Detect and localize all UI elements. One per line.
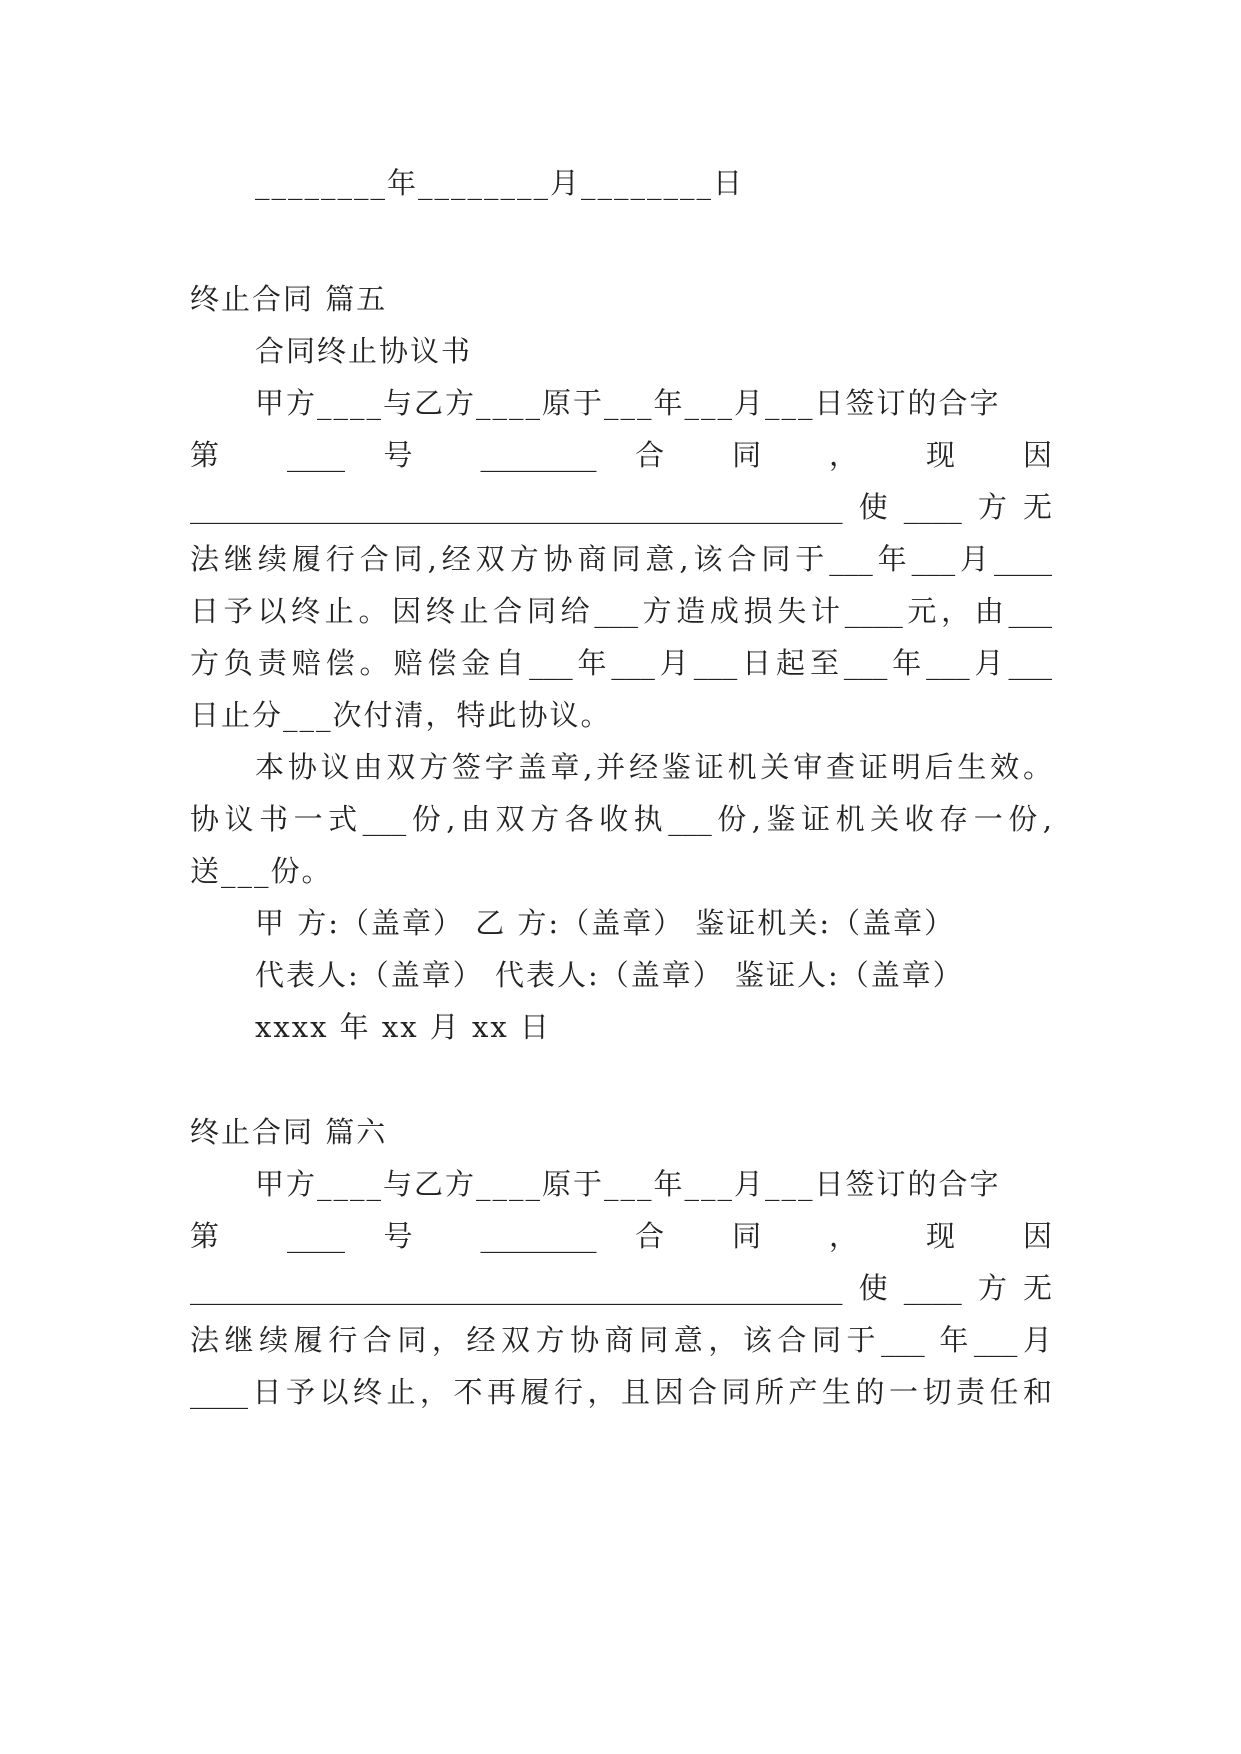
- section5-para1-line5: 日予以终止。因终止合同给___方造成损失计____元，由___: [190, 594, 1052, 628]
- section6-para1-line2: 第 ____ 号 ________ 合 同 ， 现 因: [190, 1219, 1052, 1253]
- section5-para1-line7: 日止分___次付清，特此协议。: [190, 698, 612, 732]
- section5-para1-line2: 第 ____ 号 ________ 合 同 ， 现 因: [190, 438, 1052, 472]
- section5-para1-line4: 法继续履行合同,经双方协商同意,该合同于___年___月____: [190, 542, 1052, 576]
- section6-heading: 终止合同 篇六: [190, 1115, 388, 1149]
- section5-subtitle: 合同终止协议书: [255, 334, 473, 368]
- signature-line-1: 甲 方:（盖章） 乙 方:（盖章） 鉴证机关:（盖章）: [255, 906, 956, 940]
- section6-para1-line5: ____日予以终止，不再履行，且因合同所产生的一切责任和: [190, 1375, 1052, 1409]
- section5-para1-line1: 甲方____与乙方____原于___年___月___日签订的合字: [255, 386, 1001, 420]
- section5-heading: 终止合同 篇五: [190, 282, 388, 316]
- section5-para2-line1: 本协议由双方签字盖章,并经鉴证机关审查证明后生效。: [255, 750, 1052, 784]
- section5-para1-line6: 方负责赔偿。赔偿金自___年___月___日起至___年___月___: [190, 646, 1052, 680]
- section5-para2-line2: 协议书一式___份,由双方各收执___份,鉴证机关收存一份,: [190, 802, 1052, 836]
- signature-line-2: 代表人:（盖章） 代表人:（盖章） 鉴证人:（盖章）: [255, 958, 964, 992]
- section6-para1-line4: 法继续履行合同，经双方协商同意，该合同于___ 年___月: [190, 1323, 1052, 1357]
- section5-para1-line3: _____________________________________________使____方无: [190, 490, 1052, 524]
- section6-para1-line3: _____________________________________________使____方无: [190, 1271, 1052, 1305]
- section6-para1-line1: 甲方____与乙方____原于___年___月___日签订的合字: [255, 1167, 1001, 1201]
- top-date-line: ________年________月________日: [255, 166, 745, 200]
- section5-para2-line3: 送___份。: [190, 854, 333, 888]
- section5-date-line: xxxx 年 xx 月 xx 日: [255, 1010, 551, 1044]
